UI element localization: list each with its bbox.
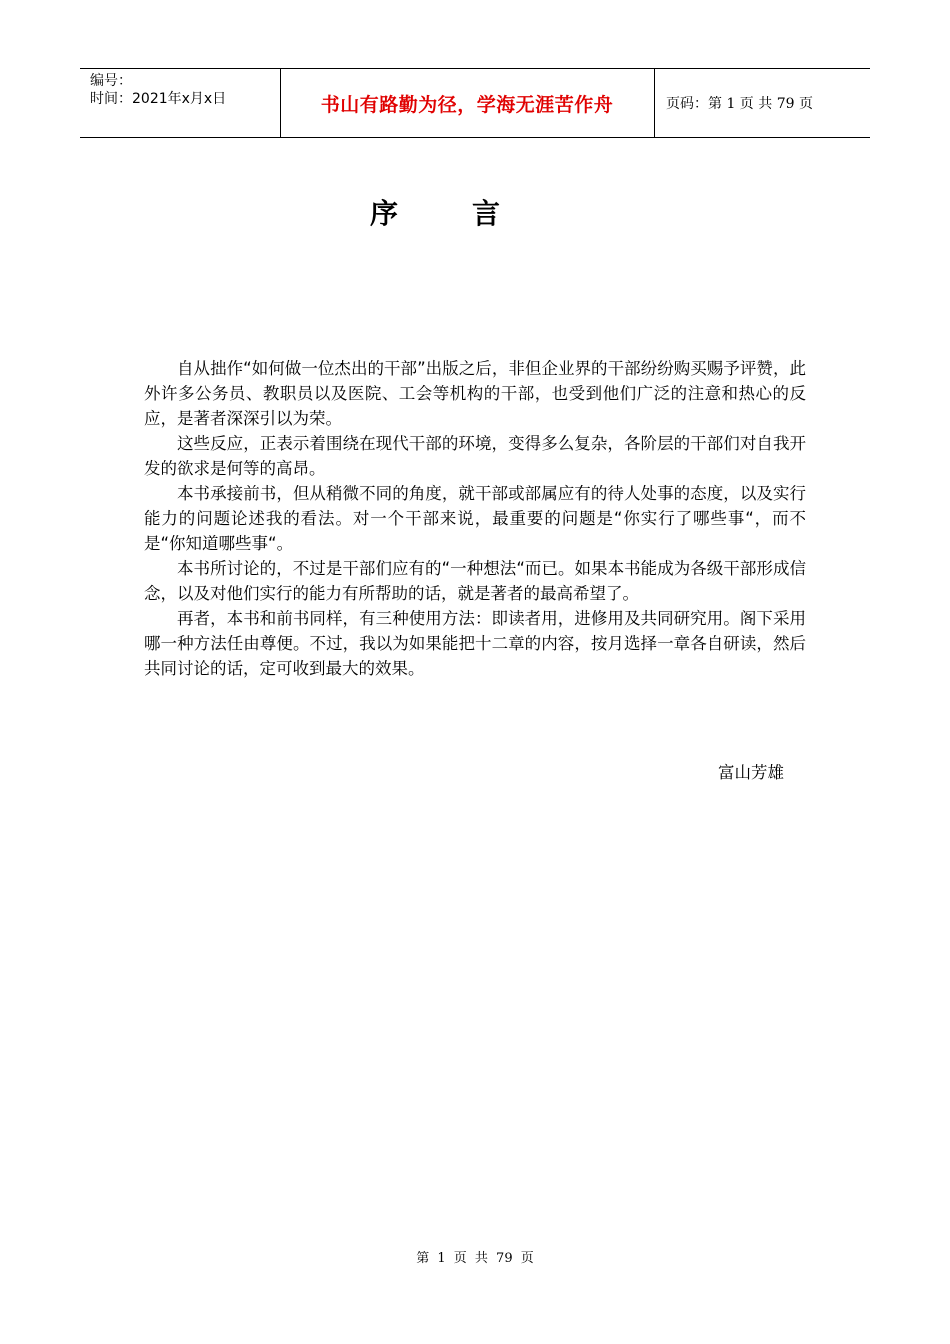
paragraph: 本书所讨论的，不过是干部们应有的“一种想法“而已。如果本书能成为各级干部形成信念，以及对他们实行的能力有所帮助的话，就是著者的最高希望了。	[144, 559, 806, 603]
preface-body	[144, 356, 806, 681]
document-number-label: 编号：	[90, 73, 132, 89]
paragraph: 这些反应，正表示着围绕在现代干部的环境，变得多么复杂，各阶层的干部们对自我开发的欲求是何等的高昂。	[144, 434, 806, 478]
paragraph: 再者，本书和前书同样，有三种使用方法：即读者用，进修用及共同研究用。阁下采用哪一种方法任由尊便。不过，我以为如果能把十二章的内容，按月选择一章各自研读，然后共同讨论的话，定可收到最大的效果。	[144, 609, 806, 678]
header-page-info: 页码：第 1 页 共 79 页	[666, 96, 813, 112]
paragraph: 自从拙作“如何做一位杰出的干部”出版之后，非但企业界的干部纷纷购买赐予评赞，此外许多公务员、教职员以及医院、工会等机构的干部，也受到他们广泛的注意和热心的反应，是著者深深引以为荣。	[144, 359, 806, 428]
paragraph: 本书承接前书，但从稍微不同的角度，就干部或部属应有的待人处事的态度，以及实行能力的问题论述我的看法。对一个干部来说，最重要的问题是“你实行了哪些事“，而不是“你知道哪些事“。	[144, 484, 806, 553]
header-meta	[90, 72, 280, 108]
header-motto: 书山有路勤为径，学海无涯苦作舟	[320, 93, 614, 116]
page-header	[80, 68, 870, 138]
header-divider	[654, 69, 655, 137]
author-signature: 富山芳雄	[718, 763, 784, 782]
document-date-label: 时间：2021年x月x日	[90, 91, 227, 107]
page-title: 序言	[369, 197, 574, 230]
page-footer: 第 1 页 共 79 页	[416, 1251, 534, 1266]
